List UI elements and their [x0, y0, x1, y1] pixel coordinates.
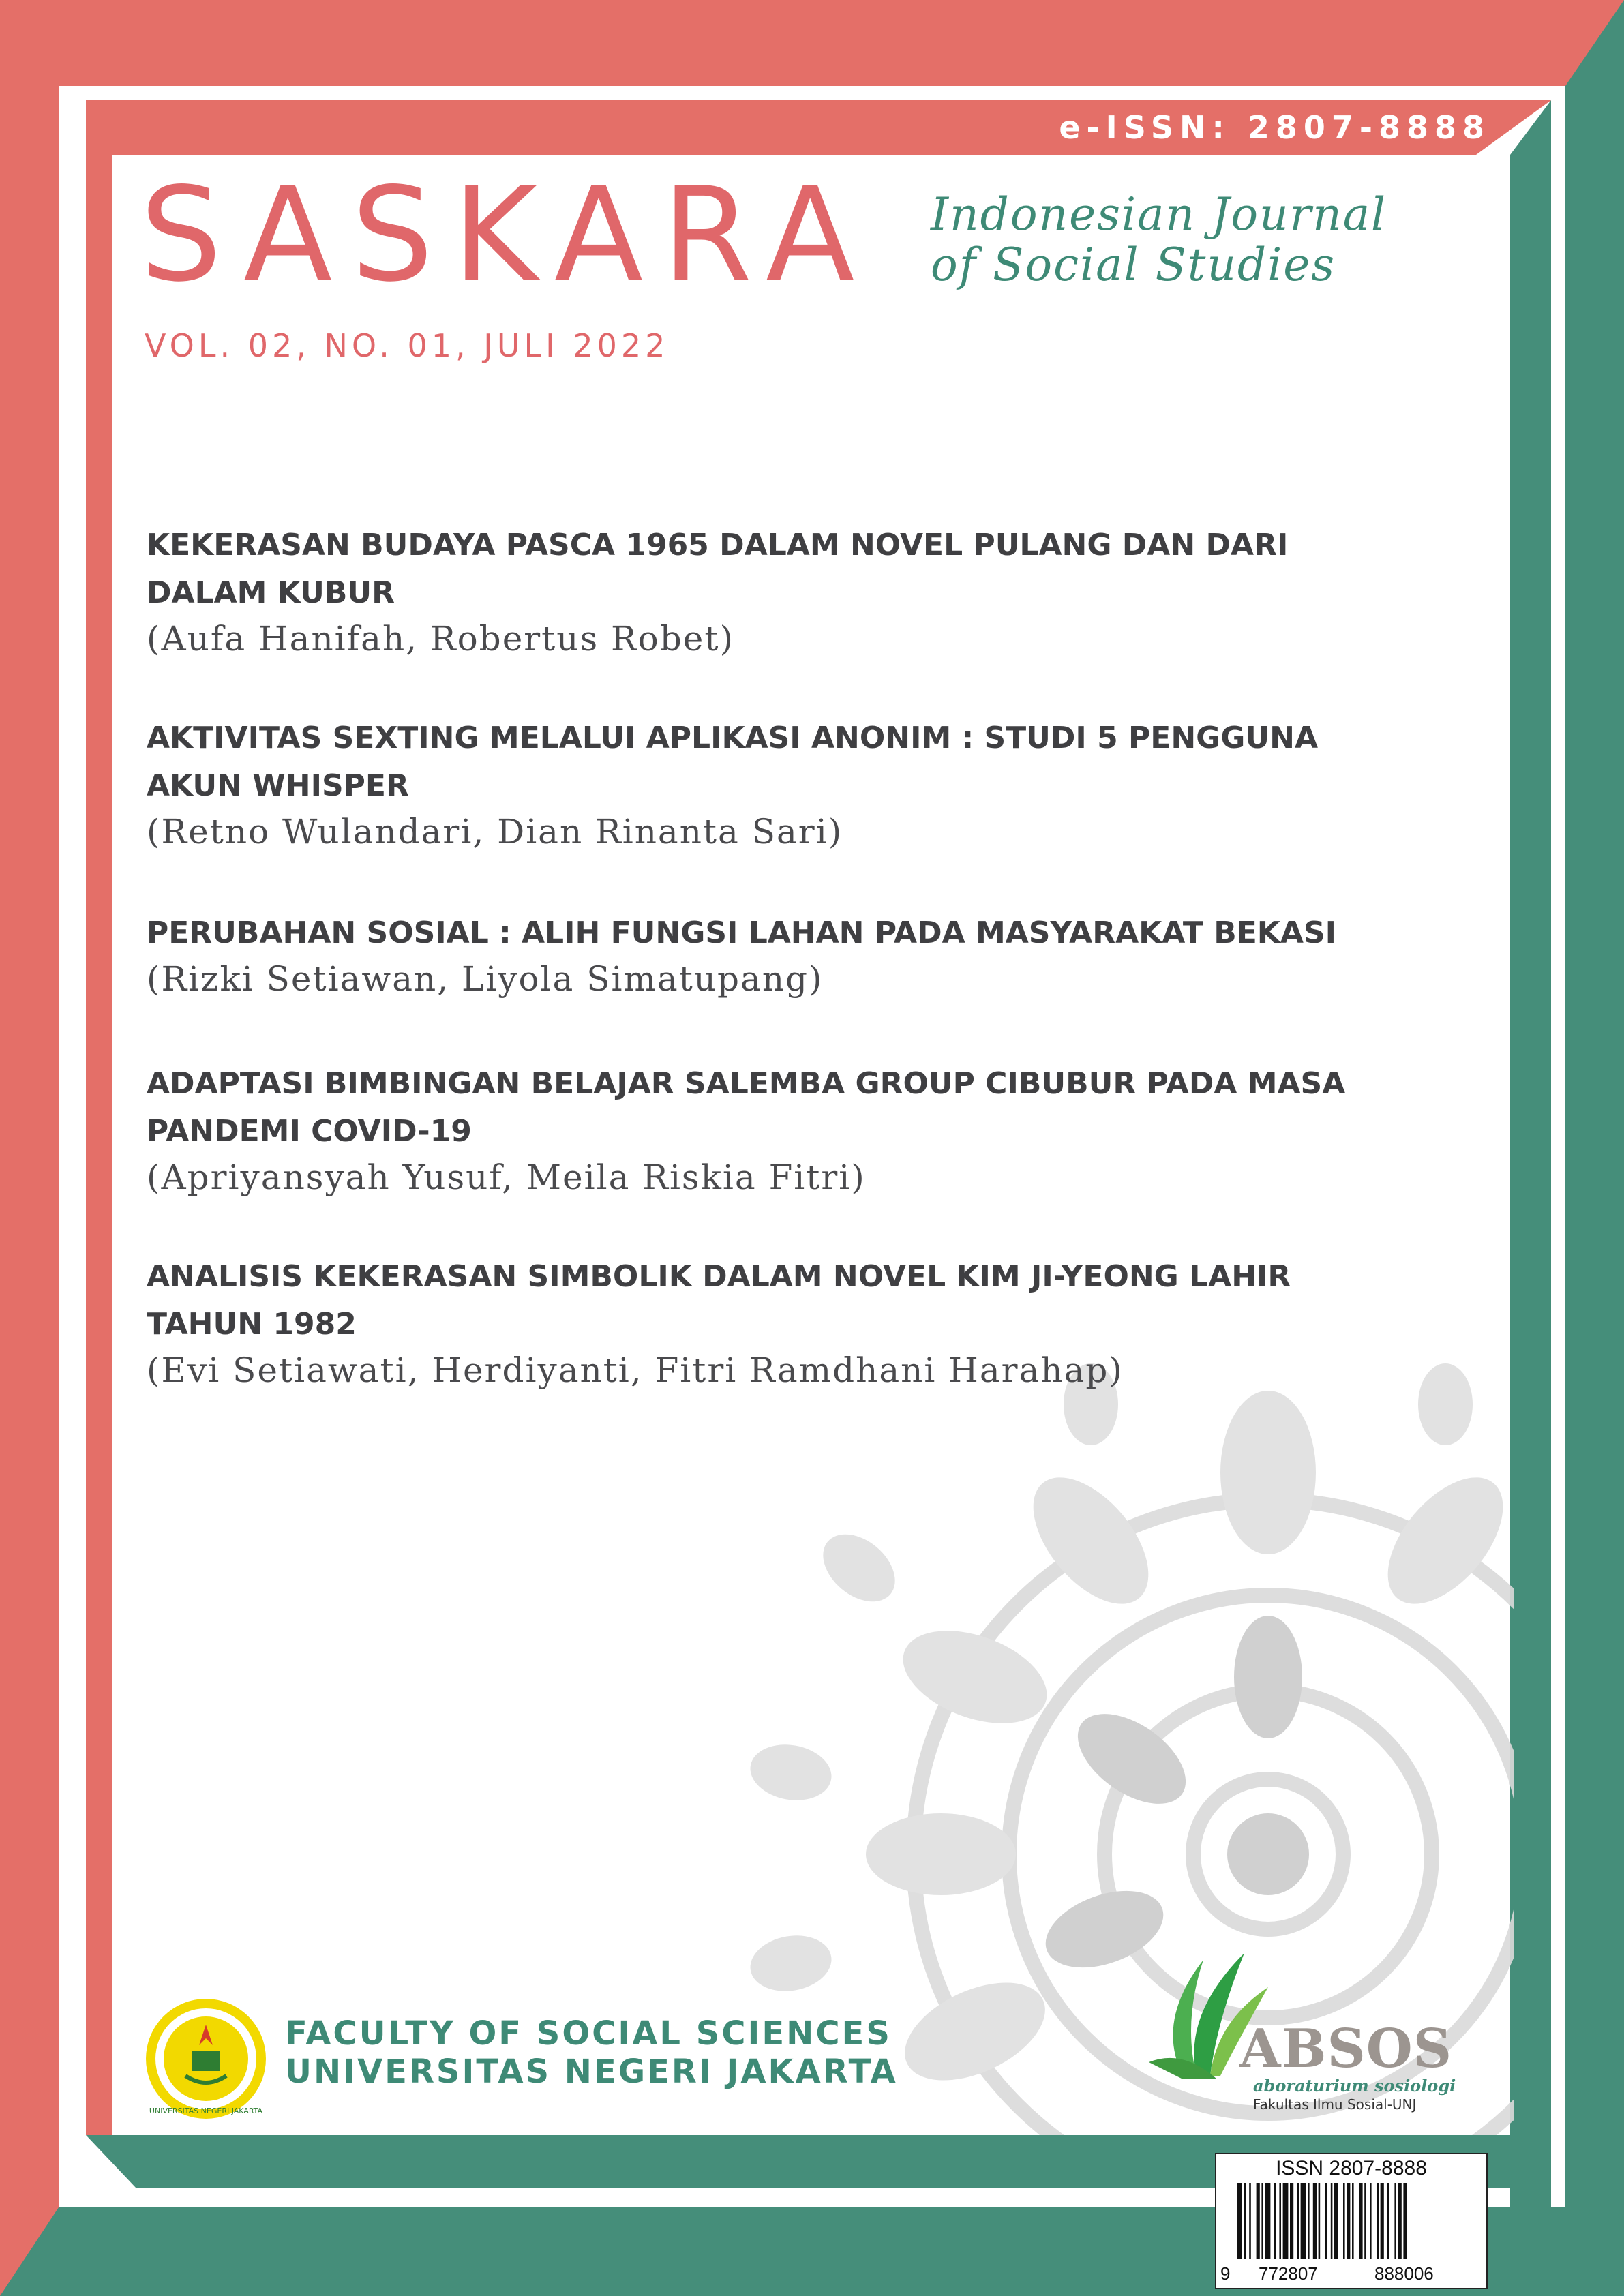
article-item — [147, 522, 1428, 661]
barcode-bar — [1347, 2183, 1350, 2259]
article-item — [147, 1060, 1428, 1199]
barcode-bar — [1313, 2183, 1317, 2259]
barcode-bar — [1237, 2183, 1242, 2259]
barcode-bar — [1364, 2183, 1366, 2259]
absos-name: ABSOS — [1239, 2018, 1453, 2080]
barcode-bar — [1398, 2183, 1402, 2259]
journal-name: SASKARA — [140, 160, 874, 310]
barcode-bar — [1249, 2183, 1251, 2259]
article-item — [147, 909, 1428, 1001]
barcode-bar — [1261, 2183, 1263, 2259]
barcode-bar — [1301, 2183, 1306, 2259]
article-title-line-2: TAHUN 1982 — [147, 1307, 357, 1342]
faculty-block — [285, 2014, 898, 2091]
barcode-bar — [1403, 2183, 1407, 2259]
barcode-bar — [1265, 2183, 1271, 2259]
barcode-bar — [1257, 2183, 1260, 2259]
barcode — [1215, 2153, 1488, 2289]
barcode-bar — [1331, 2183, 1333, 2259]
barcode-bar — [1244, 2183, 1246, 2259]
barcode-digit-left: 9 — [1220, 2263, 1231, 2284]
absos-faculty: Fakultas Ilmu Sosial-UNJ — [1253, 2096, 1417, 2113]
article-authors: (Retno Wulandari, Dian Rinanta Sari) — [147, 812, 843, 851]
barcode-bar — [1290, 2183, 1293, 2259]
eissn-label: e-ISSN: 2807-8888 — [1059, 109, 1490, 146]
barcode-bar — [1334, 2183, 1338, 2259]
article-authors: (Rizki Setiawan, Liyola Simatupang) — [147, 959, 824, 999]
barcode-bar — [1319, 2183, 1321, 2259]
barcode-bar — [1308, 2183, 1310, 2259]
barcode-bar — [1352, 2183, 1354, 2259]
barcode-bar — [1381, 2183, 1384, 2259]
barcode-bar — [1370, 2183, 1372, 2259]
faculty-line-1: FACULTY OF SOCIAL SCIENCES — [285, 2014, 892, 2053]
barcode-bar — [1387, 2183, 1389, 2259]
barcode-bar — [1394, 2183, 1396, 2259]
barcode-digit-right: 888006 — [1374, 2263, 1434, 2284]
article-title-line-1: PERUBAHAN SOSIAL : ALIH FUNGSI LAHAN PADA MASYARAKAT BEKASI — [147, 916, 1337, 950]
subtitle-line-2: of Social Studies — [931, 239, 1336, 291]
article-title-line-2: AKUN WHISPER — [147, 768, 409, 803]
barcode-digit-mid: 772807 — [1259, 2263, 1318, 2284]
article-title-line-1: KEKERASAN BUDAYA PASCA 1965 DALAM NOVEL PULANG DAN DARI — [147, 528, 1289, 562]
article-title-line-1: ADAPTASI BIMBINGAN BELAJAR SALEMBA GROUP CIBUBUR PADA MASA — [147, 1066, 1346, 1101]
barcode-bar — [1283, 2183, 1289, 2259]
faculty-line-2: UNIVERSITAS NEGERI JAKARTA — [285, 2053, 898, 2091]
unj-logo — [145, 1997, 267, 2120]
article-authors: (Evi Setiawati, Herdiyanti, Fitri Ramdhani Harahap) — [147, 1350, 1124, 1390]
barcode-bar — [1279, 2183, 1281, 2259]
article-item — [147, 1253, 1428, 1392]
subtitle-line-1: Indonesian Journal — [931, 188, 1387, 241]
mandala-ornament — [655, 1295, 1514, 2135]
barcode-bar — [1297, 2183, 1299, 2259]
barcode-issn: ISSN 2807-8888 — [1276, 2157, 1427, 2179]
barcode-bar — [1343, 2183, 1345, 2259]
barcode-bar — [1325, 2183, 1327, 2259]
journal-subtitle — [931, 190, 1387, 290]
article-title-line-1: ANALISIS KEKERASAN SIMBOLIK DALAM NOVEL KIM JI-YEONG LAHIR — [147, 1259, 1291, 1294]
article-title-line-2: DALAM KUBUR — [147, 575, 395, 610]
article-authors: (Aufa Hanifah, Robertus Robet) — [147, 619, 734, 659]
article-authors: (Apriyansyah Yusuf, Meila Riskia Fitri) — [147, 1158, 866, 1197]
barcode-bar — [1274, 2183, 1276, 2259]
volume-label: VOL. 02, NO. 01, JULI 2022 — [145, 327, 670, 364]
article-title-line-2: PANDEMI COVID-19 — [147, 1114, 472, 1149]
barcode-bar — [1377, 2183, 1379, 2259]
absos-lab: aboraturium sosiologi — [1253, 2076, 1456, 2096]
barcode-bars — [1237, 2183, 1472, 2263]
unj-logo-text: UNIVERSITAS NEGERI JAKARTA — [149, 2106, 263, 2115]
article-title-line-1: AKTIVITAS SEXTING MELALUI APLIKASI ANONIM : STUDI 5 PENGGUNA — [147, 721, 1319, 755]
article-item — [147, 714, 1428, 854]
barcode-bar — [1359, 2183, 1362, 2259]
